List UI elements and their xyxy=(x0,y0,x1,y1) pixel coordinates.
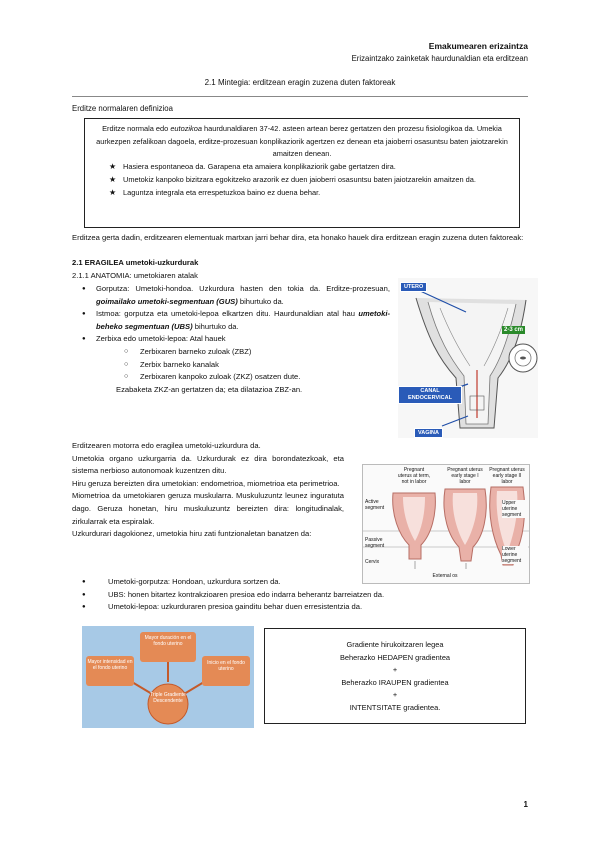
triple-gradient-diagram xyxy=(82,626,254,728)
uterus-segments-figure xyxy=(362,464,530,584)
diagram-node-top: Mayor duración en el fondo uterino xyxy=(140,632,196,662)
motor-paragraph: Miometrioa da umetokiaren geruza muskularra. Muskuluzuntz leunez inguratuta dago. Geruza honetan, hiru muskuluzuntz bereizten dira: longitudinalak, zirkularrak eta espiralak. xyxy=(72,491,344,526)
item-text: Istmoa: gorputza eta umetoki-lepoa elkartzen ditu. Haurdunaldian atal hau xyxy=(96,309,359,319)
functional-parts-list xyxy=(72,576,528,614)
segment-label: Active segment xyxy=(365,499,385,511)
anatomy-item-gorputza xyxy=(72,283,390,308)
gradient-line: Beherazko IRAUPEN gradientea xyxy=(341,677,449,687)
label-vagina: VAGINA xyxy=(414,428,443,438)
segment-label-upper: Upper uterine segment xyxy=(502,500,528,518)
item-text: Umetoki-hondoa. Uzkurdura hasten den tokia da. Erditze-prozesuan, xyxy=(129,284,390,293)
functional-part-item: ● Umetoki-lepoa: uzkurduraren presioa gainditu behar duen erresistentzia da. xyxy=(72,601,528,614)
diagram-node-left: Mayor intensidad en el fondo uterino xyxy=(86,656,134,686)
page-number: 1 xyxy=(523,800,528,809)
panel-caption: Pregnant uterus early stage II labor xyxy=(489,467,525,485)
zerbixa-item: ○ Zerbixaren barneko zuloak (ZBZ) xyxy=(124,346,390,359)
def-term: eutozikoa xyxy=(170,124,202,133)
gradient-line: INTENTSITATE gradientea. xyxy=(349,702,441,712)
definition-item: ★ Umetokiz kanpoko bizitzara egokitzeko arazorik ez duen jaioberri osasuntsu baten jaiotzarekin amaitzen da. xyxy=(109,174,513,187)
motor-paragraph: Uzkurdurari dagokionez, umetokia hiru zati funtzionaletan banatzen da: xyxy=(72,529,312,539)
gradient-title: Gradiente hirukoitzaren legea xyxy=(346,640,444,649)
zerbixa-item: ○ Zerbixaren kanpoko zuloak (ZKZ) osatzen dute. xyxy=(124,371,390,384)
label-canal: CANAL ENDOCERVICAL xyxy=(398,386,462,404)
subsubsection-heading: 2.1.1 ANATOMIA: umetokiaren atalak xyxy=(72,271,198,280)
zerbixa-item: ○ Zerbix barneko kanalak xyxy=(124,359,390,372)
item-text: Zerbixa edo umetoki-lepoa: Atal hauek xyxy=(96,334,226,344)
anatomy-item-zerbixa xyxy=(72,333,390,383)
item-label: Gorputza: xyxy=(96,284,130,293)
anatomy-list xyxy=(72,283,390,384)
cervix-illustration xyxy=(398,278,538,438)
gradient-plus: + xyxy=(392,690,398,699)
panel-caption: Pregnant uterus early stage I labor xyxy=(447,467,483,485)
intro-paragraph: Erditzea gerta dadin, erditzearen elementuak martxan jarri behar dira, eta honako hauek dira erditzean eragin zuzena duten faktoreak: xyxy=(72,233,524,242)
definition-list xyxy=(91,161,513,199)
functional-parts xyxy=(72,576,528,614)
motor-paragraph: Erditzearen motorra edo eragilea umetoki-uzkurdura da. xyxy=(72,441,261,450)
anatomy-note: Ezabaketa ZKZ-an gertatzen da; eta dilatazioa ZBZ-an. xyxy=(116,384,303,394)
item-em: goimailako umetoki-segmentuan (GUS) xyxy=(96,296,238,306)
segment-label: Passive segment xyxy=(365,537,385,549)
definition-paragraph xyxy=(91,123,513,161)
header-course: Emakumearen erizaintza xyxy=(428,41,528,51)
segment-label: Cervix xyxy=(365,559,380,565)
cervix-figure xyxy=(398,278,538,438)
segment-label-lower: Lower uterine segment xyxy=(502,546,528,564)
motor-paragraph: Umetokia organo uzkurgarria da. Uzkurdurak ez dira borondatezkoak, eta sistema nerbioso autonomoak kuzentzen ditu. xyxy=(72,453,344,476)
functional-part-item: ● UBS: honen bitartez kontrakzioaren presioa edo indarra beherantz barreiatzen da. xyxy=(72,589,528,602)
def-text-b: haurdunaldiaren 37-42. asteen artean berez gertatzen den prozesu fisiologikoa da. Umekia aurkezpen zefalikoan dagoela, erditze-prozesuan konplikaziorik agertzen ez denean eta jaioberri osasuntsu baten jaiotzarekin amaitzen denean. xyxy=(96,124,508,159)
zerbixa-sublist xyxy=(96,346,390,384)
label-length: 2-3 cm xyxy=(504,327,524,333)
title-divider xyxy=(72,96,528,97)
anatomy-item-istmoa xyxy=(72,308,390,333)
subsection-heading: 2.1 ERAGILEA umetoki-uzkurdurak xyxy=(72,258,199,267)
diagram-node-center: Triple Gradiente Descendente xyxy=(150,692,186,704)
definition-item: ★ Hasiera espontaneoa da. Garapena eta amaiera konplikaziorik gabe gertatzen dira. xyxy=(109,161,513,174)
gradient-law-box xyxy=(264,628,526,724)
motor-block xyxy=(72,440,344,541)
item-text-end: bihurtuko da. xyxy=(192,321,239,331)
section-heading: Erditze normalaren definizioa xyxy=(72,104,173,113)
document-title: 2.1 Mintegia: erditzean eragin zuzena duten faktoreak xyxy=(204,78,396,87)
gradient-plus: + xyxy=(392,665,398,674)
diagram-node-right: Inicio en el fondo uterino xyxy=(202,656,250,686)
def-text-a: Erditze normala edo xyxy=(102,124,171,133)
item-text-end: bihurtuko da. xyxy=(237,296,284,306)
definition-item: ★ Laguntza integrala eta errespetuzkoa baino ez duena behar. xyxy=(109,187,513,200)
anatomy-block xyxy=(72,283,390,396)
panel-caption: Pregnant uterus at term, not in labor xyxy=(397,467,431,485)
item-em: umetoki-beheko segmentuan (UBS) xyxy=(96,309,390,331)
gradient-line: Beherazko HEDAPEN gradientea xyxy=(339,652,451,662)
definition-box xyxy=(84,118,520,228)
external-os-label: External os xyxy=(432,573,458,579)
motor-paragraph: Hiru geruza bereizten dira umetokian: endometrioa, miometrioa eta perimetrioa. xyxy=(72,478,340,488)
label-utero: UTERO xyxy=(400,282,427,292)
functional-part-item: ● Umetoki-gorputza: Hondoan, uzkurdura sortzen da. xyxy=(72,576,528,589)
header-subject: Erizaintzako zainketak haurdunaldian eta erditzean xyxy=(351,54,528,63)
